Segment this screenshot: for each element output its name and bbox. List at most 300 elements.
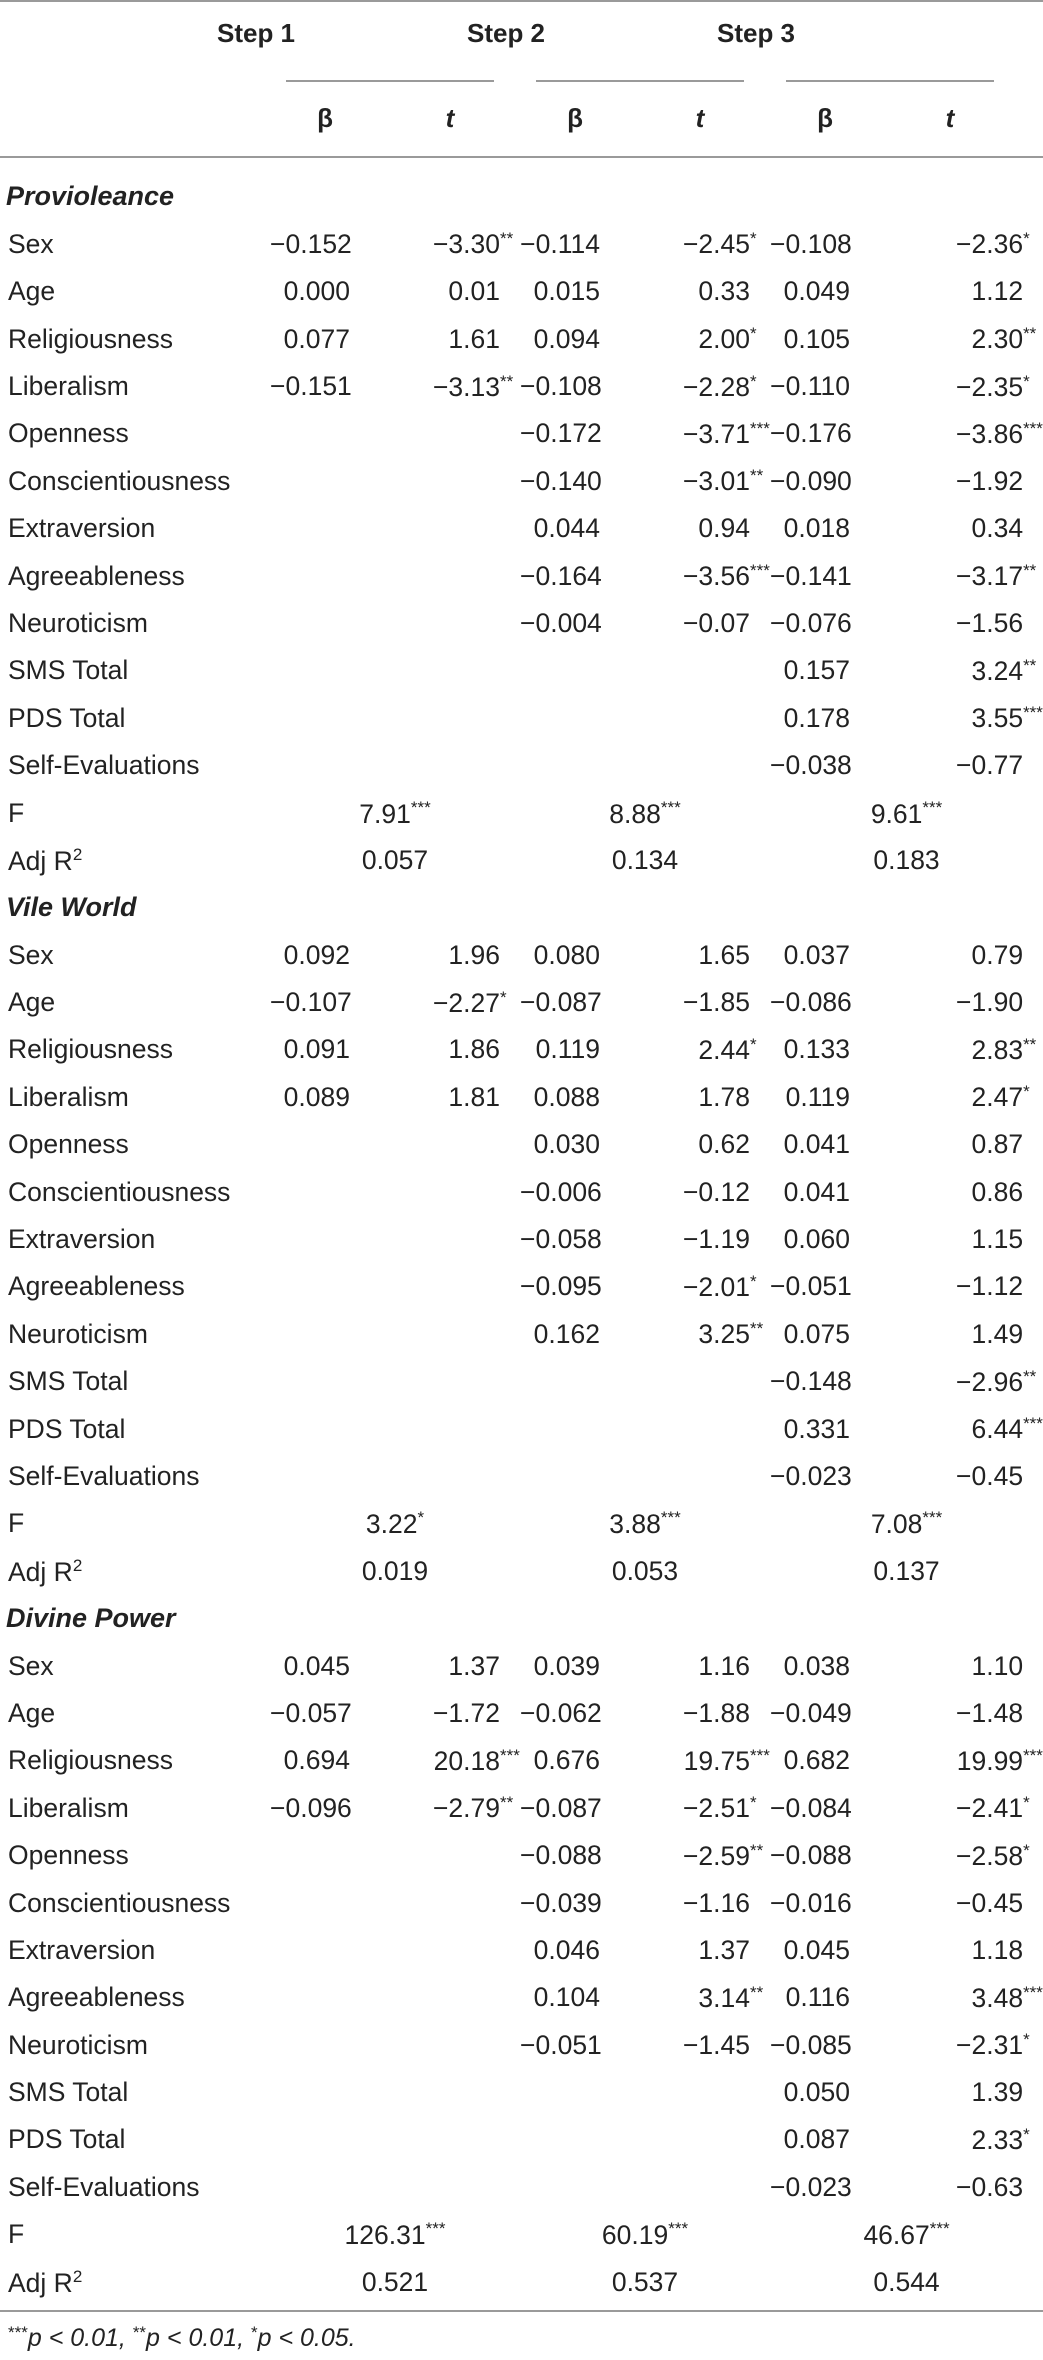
f-significance: ***: [922, 797, 943, 817]
beta-cell-step-3-value: −0.084: [770, 1792, 852, 1823]
beta-cell-step-1-value: −0.151: [270, 371, 352, 401]
beta-cell-step-3: [770, 1073, 870, 1120]
beta-cell-step-3-value: 0.075: [783, 1318, 850, 1349]
beta-cell-step-3: [770, 1168, 870, 1215]
beta-cell-step-3: [770, 694, 870, 741]
t-cell-step-2-value: −1.85: [682, 987, 750, 1018]
beta-cell-step-1: [270, 694, 370, 741]
adj-r2-row: [0, 1547, 1043, 1594]
t-cell-step-1-value: 1.81: [448, 1081, 500, 1112]
f-value: 9.61: [870, 798, 923, 829]
t-cell-step-1-value: −3.30: [432, 229, 500, 260]
beta-cell-step-2-value: 0.046: [533, 1934, 600, 1965]
t-cell-step-2-value: 3.14: [698, 1982, 750, 2013]
beta-cell-step-1: [270, 505, 370, 552]
beta-cell-step-1: [270, 1926, 370, 1973]
t-cell-step-1: [370, 268, 520, 315]
t-cell-step-3-value: −1.48: [956, 1697, 1024, 1728]
t-cell-step-2: [620, 1974, 770, 2021]
beta-cell-step-1-value: 0.077: [283, 323, 350, 354]
t-cell-step-3: [870, 1926, 1043, 1973]
beta-cell-step-1: [270, 1974, 370, 2021]
beta-cell-step-2-value: −0.087: [520, 987, 602, 1018]
t-cell-step-1: [370, 505, 520, 552]
f-value: 7.08: [870, 1509, 923, 1540]
t-cell-step-1-value: 1.61: [448, 323, 500, 354]
t-cell-step-2: [620, 268, 770, 315]
f-significance: *: [417, 1508, 425, 1528]
t-cell-step-3: [870, 647, 1043, 694]
section-header-row: [0, 1595, 1043, 1642]
row-label: Agreeableness: [8, 560, 185, 591]
t-cell-step-3: [870, 1737, 1043, 1784]
t-cell-step-2: [620, 1690, 770, 1737]
beta-cell-step-3-value: 0.178: [783, 702, 850, 733]
beta-cell-step-2: [520, 2069, 620, 2116]
beta-cell-step-1-value: 0.091: [283, 1034, 350, 1065]
beta-cell-step-2: [520, 647, 620, 694]
t-cell-step-1: [370, 979, 520, 1026]
beta-cell-step-3-value: −0.108: [770, 228, 852, 259]
beta-cell-step-1: [270, 979, 370, 1026]
beta-cell-step-2-value: −0.172: [520, 418, 602, 449]
beta-cell-step-2-value: 0.119: [535, 1034, 600, 1065]
footnote-text-3: p < 0.05.: [257, 2324, 356, 2352]
t-cell-step-3-value: −2.36: [956, 229, 1024, 260]
beta-cell-step-3: [770, 1832, 870, 1879]
t-cell-step-1: [370, 315, 520, 362]
beta-cell-step-2-value: 0.094: [533, 323, 600, 354]
beta-cell-step-2: [520, 1358, 620, 1405]
beta-cell-step-3-value: −0.049: [770, 1697, 852, 1728]
table-row: [0, 2116, 1043, 2163]
t-cell-step-3: [870, 1216, 1043, 1263]
t-cell-step-2: [620, 1784, 770, 1831]
t-cell-step-3: [870, 1168, 1043, 1215]
t-cell-step-3-value: −2.58: [956, 1840, 1024, 1871]
t-cell-step-1: [370, 742, 520, 789]
beta-cell-step-2: [520, 931, 620, 978]
data-table: [0, 173, 1043, 2306]
t-cell-step-3-significance: **: [1023, 655, 1037, 675]
f-significance: ***: [929, 2219, 950, 2239]
t-cell-step-3: [870, 1974, 1043, 2021]
t-cell-step-1: [370, 1358, 520, 1405]
t-cell-step-2: [620, 1737, 770, 1784]
beta-cell-step-3-value: 0.105: [783, 323, 850, 354]
adj-r2-row: [0, 2258, 1043, 2305]
beta-cell-step-2: [520, 1216, 620, 1263]
beta-cell-step-3-value: 0.038: [783, 1650, 850, 1681]
adj-r2-value-step-1: 0.057: [361, 844, 429, 875]
t-cell-step-3: [870, 1026, 1043, 1073]
beta-cell-step-3: [770, 363, 870, 410]
t-cell-step-2: [620, 552, 770, 599]
beta-cell-step-1: [270, 1121, 370, 1168]
beta-cell-step-2: [520, 1073, 620, 1120]
t-cell-step-2-value: −2.01: [682, 1271, 750, 1302]
beta-cell-step-2-value: 0.676: [533, 1745, 600, 1776]
f-value-step-2: [520, 2211, 770, 2258]
t-cell-step-2-value: 3.25: [698, 1319, 750, 1350]
beta-cell-step-2: [520, 1974, 620, 2021]
beta-cell-step-2: [520, 1310, 620, 1357]
row-label: Openness: [8, 418, 129, 449]
row-label: Religiousness: [8, 1034, 173, 1065]
t-cell-step-3-value: −0.45: [956, 1460, 1024, 1491]
beta-cell-step-2-value: 0.030: [533, 1129, 600, 1160]
row-label: Conscientiousness: [8, 1887, 231, 1918]
t-cell-step-1-value: 0.01: [448, 276, 500, 307]
step-3-rule: [786, 80, 994, 82]
t-cell-step-1: [370, 1642, 520, 1689]
t-cell-step-3-value: −2.31: [956, 2030, 1024, 2061]
table-row: [0, 1121, 1043, 1168]
beta-cell-step-3-value: −0.088: [770, 1840, 852, 1871]
t-cell-step-2-significance: ***: [750, 1745, 770, 1765]
beta-cell-step-3-value: −0.023: [770, 1460, 852, 1491]
beta-cell-step-2: [520, 742, 620, 789]
f-significance: ***: [410, 797, 431, 817]
table-row: [0, 457, 1043, 504]
beta-cell-step-1-value: −0.152: [270, 228, 352, 259]
beta-cell-step-2-value: −0.095: [520, 1271, 602, 1302]
beta-cell-step-2: [520, 410, 620, 457]
t-cell-step-2: [620, 220, 770, 267]
t-cell-step-3-value: 2.47: [971, 1082, 1024, 1113]
table-row: [0, 1358, 1043, 1405]
t-cell-step-3-value: 0.79: [971, 939, 1024, 970]
t-cell-step-3: [870, 2163, 1043, 2210]
table-row: [0, 1405, 1043, 1452]
adj-r2-row: [0, 836, 1043, 883]
beta-cell-step-2-value: 0.088: [533, 1081, 600, 1112]
f-significance: ***: [922, 1508, 943, 1528]
beta-cell-step-1: [270, 1358, 370, 1405]
t-cell-step-3-significance: ***: [1023, 418, 1043, 438]
table-row: [0, 363, 1043, 410]
beta-header-step-2: β: [567, 103, 583, 133]
beta-cell-step-3-value: 0.041: [783, 1176, 850, 1207]
f-significance: ***: [660, 1508, 681, 1528]
t-cell-step-1: [370, 1737, 520, 1784]
step-1-header: Step 1: [216, 18, 296, 48]
t-cell-step-2: [620, 1879, 770, 1926]
beta-cell-step-1: [270, 647, 370, 694]
row-label: Extraversion: [8, 1224, 156, 1255]
t-cell-step-3: [870, 1310, 1043, 1357]
row-label: SMS Total: [8, 655, 129, 686]
f-value: 3.88: [609, 1509, 661, 1540]
beta-cell-step-1-value: −0.107: [270, 987, 352, 1018]
t-cell-step-2: [620, 2069, 770, 2116]
t-cell-step-2: [620, 1310, 770, 1357]
beta-cell-step-2-value: −0.062: [520, 1697, 602, 1728]
beta-cell-step-2: [520, 1690, 620, 1737]
t-cell-step-1-value: 20.18: [433, 1745, 500, 1776]
table-row: [0, 410, 1043, 457]
step-1-rule: [286, 80, 494, 82]
beta-cell-step-1: [270, 742, 370, 789]
t-cell-step-1-value: −3.13: [432, 371, 500, 402]
t-cell-step-3-value: 3.24: [971, 655, 1024, 686]
step-3-header: Step 3: [716, 18, 796, 48]
t-cell-step-1-value: −2.27: [432, 987, 500, 1018]
beta-cell-step-2-value: −0.087: [520, 1792, 602, 1823]
table-row: [0, 220, 1043, 267]
t-cell-step-1-value: 1.96: [448, 939, 500, 970]
beta-cell-step-3: [770, 2163, 870, 2210]
beta-cell-step-3-value: −0.051: [770, 1271, 852, 1302]
t-cell-step-3-value: −3.17: [956, 561, 1024, 592]
f-value-step-1: [270, 2211, 520, 2258]
t-cell-step-1: [370, 1784, 520, 1831]
beta-cell-step-3: [770, 1358, 870, 1405]
t-cell-step-3: [870, 1405, 1043, 1452]
beta-cell-step-2: [520, 457, 620, 504]
beta-cell-step-1: [270, 457, 370, 504]
t-cell-step-3: [870, 1879, 1043, 1926]
t-cell-step-1: [370, 1405, 520, 1452]
footnote-sig-2: **: [132, 2323, 147, 2342]
t-header-step-3: t: [945, 103, 955, 133]
beta-cell-step-2-value: −0.058: [520, 1224, 602, 1255]
t-cell-step-3-value: −2.35: [956, 371, 1024, 402]
beta-cell-step-3-value: −0.176: [770, 418, 852, 449]
t-cell-step-3-value: 0.34: [971, 513, 1024, 544]
t-cell-step-1: [370, 2163, 520, 2210]
t-cell-step-3-significance: *: [1023, 229, 1030, 249]
t-cell-step-3-significance: **: [1023, 324, 1037, 344]
beta-cell-step-1-value: 0.089: [283, 1081, 350, 1112]
beta-cell-step-1: [270, 1405, 370, 1452]
beta-cell-step-2: [520, 315, 620, 362]
adj-r2-value-step-2: 0.537: [611, 2266, 679, 2297]
t-cell-step-3: [870, 1453, 1043, 1500]
t-cell-step-1-significance: **: [500, 229, 514, 249]
beta-cell-step-2: [520, 2021, 620, 2068]
t-cell-step-2: [620, 1073, 770, 1120]
table-row: [0, 1168, 1043, 1215]
row-label: SMS Total: [8, 1366, 129, 1397]
beta-cell-step-3: [770, 2021, 870, 2068]
beta-cell-step-3-value: 0.087: [783, 2124, 850, 2155]
t-cell-step-2-significance: **: [750, 1982, 764, 2002]
t-cell-step-1: [370, 220, 520, 267]
beta-cell-step-2: [520, 1453, 620, 1500]
row-label: Liberalism: [8, 1792, 129, 1823]
t-cell-step-2: [620, 315, 770, 362]
beta-cell-step-2: [520, 1121, 620, 1168]
t-cell-step-1-significance: *: [500, 987, 507, 1007]
table-row: [0, 1926, 1043, 1973]
row-label: Extraversion: [8, 513, 156, 544]
t-cell-step-3-value: 2.83: [971, 1034, 1024, 1065]
f-value: 8.88: [609, 798, 661, 829]
beta-cell-step-2-value: 0.039: [533, 1650, 600, 1681]
table-row: [0, 1310, 1043, 1357]
row-label: SMS Total: [8, 2077, 129, 2108]
t-cell-step-3: [870, 979, 1043, 1026]
t-cell-step-2: [620, 694, 770, 741]
t-cell-step-2: [620, 1026, 770, 1073]
t-cell-step-2: [620, 1405, 770, 1452]
t-cell-step-2-value: 1.37: [698, 1934, 750, 1965]
t-cell-step-1: [370, 1453, 520, 1500]
beta-cell-step-3: [770, 1642, 870, 1689]
table-row: [0, 600, 1043, 647]
t-cell-step-1-significance: **: [500, 371, 514, 391]
footnote-sig-1: ***: [8, 2323, 28, 2342]
beta-cell-step-2-value: 0.162: [533, 1318, 600, 1349]
beta-cell-step-3: [770, 1784, 870, 1831]
f-value: 46.67: [863, 2220, 930, 2251]
beta-cell-step-3-value: 0.041: [783, 1129, 850, 1160]
beta-cell-step-3-value: −0.141: [770, 560, 852, 591]
beta-cell-step-1: [270, 1168, 370, 1215]
beta-cell-step-3: [770, 1926, 870, 1973]
table-row: [0, 2021, 1043, 2068]
beta-cell-step-2: [520, 1642, 620, 1689]
row-label: Age: [8, 1697, 56, 1728]
t-cell-step-3-value: 1.12: [971, 276, 1024, 307]
t-cell-step-3: [870, 1690, 1043, 1737]
beta-cell-step-2-value: 0.015: [533, 276, 600, 307]
t-cell-step-2-value: −1.88: [682, 1697, 750, 1728]
table-row: [0, 1216, 1043, 1263]
t-cell-step-3: [870, 2021, 1043, 2068]
t-cell-step-2-significance: **: [750, 1840, 764, 1860]
beta-cell-step-1-value: −0.057: [270, 1697, 352, 1728]
beta-cell-step-3: [770, 457, 870, 504]
t-cell-step-2-value: 1.78: [698, 1081, 750, 1112]
t-cell-step-2: [620, 1832, 770, 1879]
t-cell-step-3: [870, 268, 1043, 315]
beta-cell-step-2: [520, 363, 620, 410]
t-cell-step-3: [870, 694, 1043, 741]
beta-cell-step-3-value: −0.085: [770, 2029, 852, 2060]
t-cell-step-2-significance: *: [750, 1034, 757, 1054]
t-cell-step-2: [620, 410, 770, 457]
beta-cell-step-3: [770, 2116, 870, 2163]
beta-cell-step-2-value: −0.088: [520, 1840, 602, 1871]
row-label: Openness: [8, 1129, 129, 1160]
beta-cell-step-3-value: 0.119: [785, 1081, 850, 1112]
row-label: Neuroticism: [8, 607, 148, 638]
t-cell-step-2-value: −3.01: [682, 466, 750, 497]
t-header-step-1: t: [445, 103, 455, 133]
t-cell-step-1: [370, 1263, 520, 1310]
f-row: [0, 1500, 1043, 1547]
row-label: Age: [8, 987, 56, 1018]
f-value-step-2: [520, 1500, 770, 1547]
t-cell-step-3-significance: **: [1023, 1034, 1037, 1054]
t-cell-step-2-significance: *: [750, 1271, 757, 1291]
t-cell-step-3: [870, 1642, 1043, 1689]
table-row: [0, 1026, 1043, 1073]
t-cell-step-2-value: −2.45: [682, 229, 750, 260]
t-cell-step-1: [370, 2116, 520, 2163]
top-rule: [0, 0, 1043, 2]
t-cell-step-2: [620, 2021, 770, 2068]
beta-cell-step-2: [520, 1926, 620, 1973]
t-cell-step-3: [870, 363, 1043, 410]
t-cell-step-3-value: −1.92: [956, 465, 1024, 496]
t-cell-step-2-significance: *: [750, 371, 757, 391]
f-row: [0, 789, 1043, 836]
beta-cell-step-1: [270, 363, 370, 410]
beta-cell-step-1: [270, 1216, 370, 1263]
beta-cell-step-3-value: −0.038: [770, 750, 852, 781]
row-label: PDS Total: [8, 2124, 126, 2155]
t-cell-step-3-significance: *: [1023, 371, 1030, 391]
f-significance: ***: [668, 2219, 689, 2239]
f-row: [0, 2211, 1043, 2258]
t-cell-step-2: [620, 1216, 770, 1263]
adj-r2-value-step-1: 0.019: [361, 1555, 429, 1586]
beta-cell-step-2: [520, 552, 620, 599]
table-row: [0, 1879, 1043, 1926]
beta-cell-step-3: [770, 1405, 870, 1452]
beta-cell-step-1-value: 0.045: [283, 1650, 350, 1681]
beta-cell-step-3: [770, 1737, 870, 1784]
t-cell-step-3-value: −2.96: [956, 1366, 1024, 1397]
t-cell-step-2: [620, 1642, 770, 1689]
t-cell-step-3-value: −1.90: [956, 987, 1024, 1018]
beta-cell-step-2: [520, 2163, 620, 2210]
beta-cell-step-1: [270, 220, 370, 267]
beta-cell-step-2: [520, 1737, 620, 1784]
beta-cell-step-2-value: 0.044: [533, 513, 600, 544]
t-cell-step-3-value: 1.15: [971, 1224, 1024, 1255]
t-cell-step-3: [870, 1358, 1043, 1405]
t-cell-step-2: [620, 1926, 770, 1973]
t-cell-step-1: [370, 694, 520, 741]
beta-cell-step-3-value: 0.682: [783, 1745, 850, 1776]
table-row: [0, 647, 1043, 694]
table-row: [0, 268, 1043, 315]
t-cell-step-3-value: −3.86: [956, 418, 1024, 449]
beta-cell-step-1: [270, 268, 370, 315]
t-cell-step-2-value: 19.75: [683, 1745, 750, 1776]
beta-cell-step-2-value: −0.164: [520, 560, 602, 591]
beta-cell-step-3: [770, 1974, 870, 2021]
beta-cell-step-1: [270, 931, 370, 978]
beta-header-step-1: β: [317, 103, 333, 133]
t-cell-step-2-value: −2.51: [682, 1793, 750, 1824]
beta-cell-step-2-value: −0.039: [520, 1887, 602, 1918]
beta-cell-step-1: [270, 1879, 370, 1926]
t-cell-step-2: [620, 1121, 770, 1168]
t-cell-step-1: [370, 552, 520, 599]
t-cell-step-3-value: 2.30: [971, 324, 1024, 355]
t-cell-step-2-significance: *: [750, 1793, 757, 1813]
table-row: [0, 1737, 1043, 1784]
t-cell-step-3: [870, 505, 1043, 552]
beta-cell-step-3: [770, 1453, 870, 1500]
beta-cell-step-1: [270, 2116, 370, 2163]
t-cell-step-3: [870, 931, 1043, 978]
t-cell-step-1-value: 1.37: [448, 1650, 500, 1681]
t-cell-step-2: [620, 600, 770, 647]
t-cell-step-2: [620, 2116, 770, 2163]
beta-cell-step-2: [520, 220, 620, 267]
beta-cell-step-1: [270, 552, 370, 599]
table-row: [0, 1784, 1043, 1831]
f-value: 126.31: [344, 2220, 426, 2251]
table-row: [0, 1263, 1043, 1310]
beta-cell-step-2-value: −0.004: [520, 607, 602, 638]
